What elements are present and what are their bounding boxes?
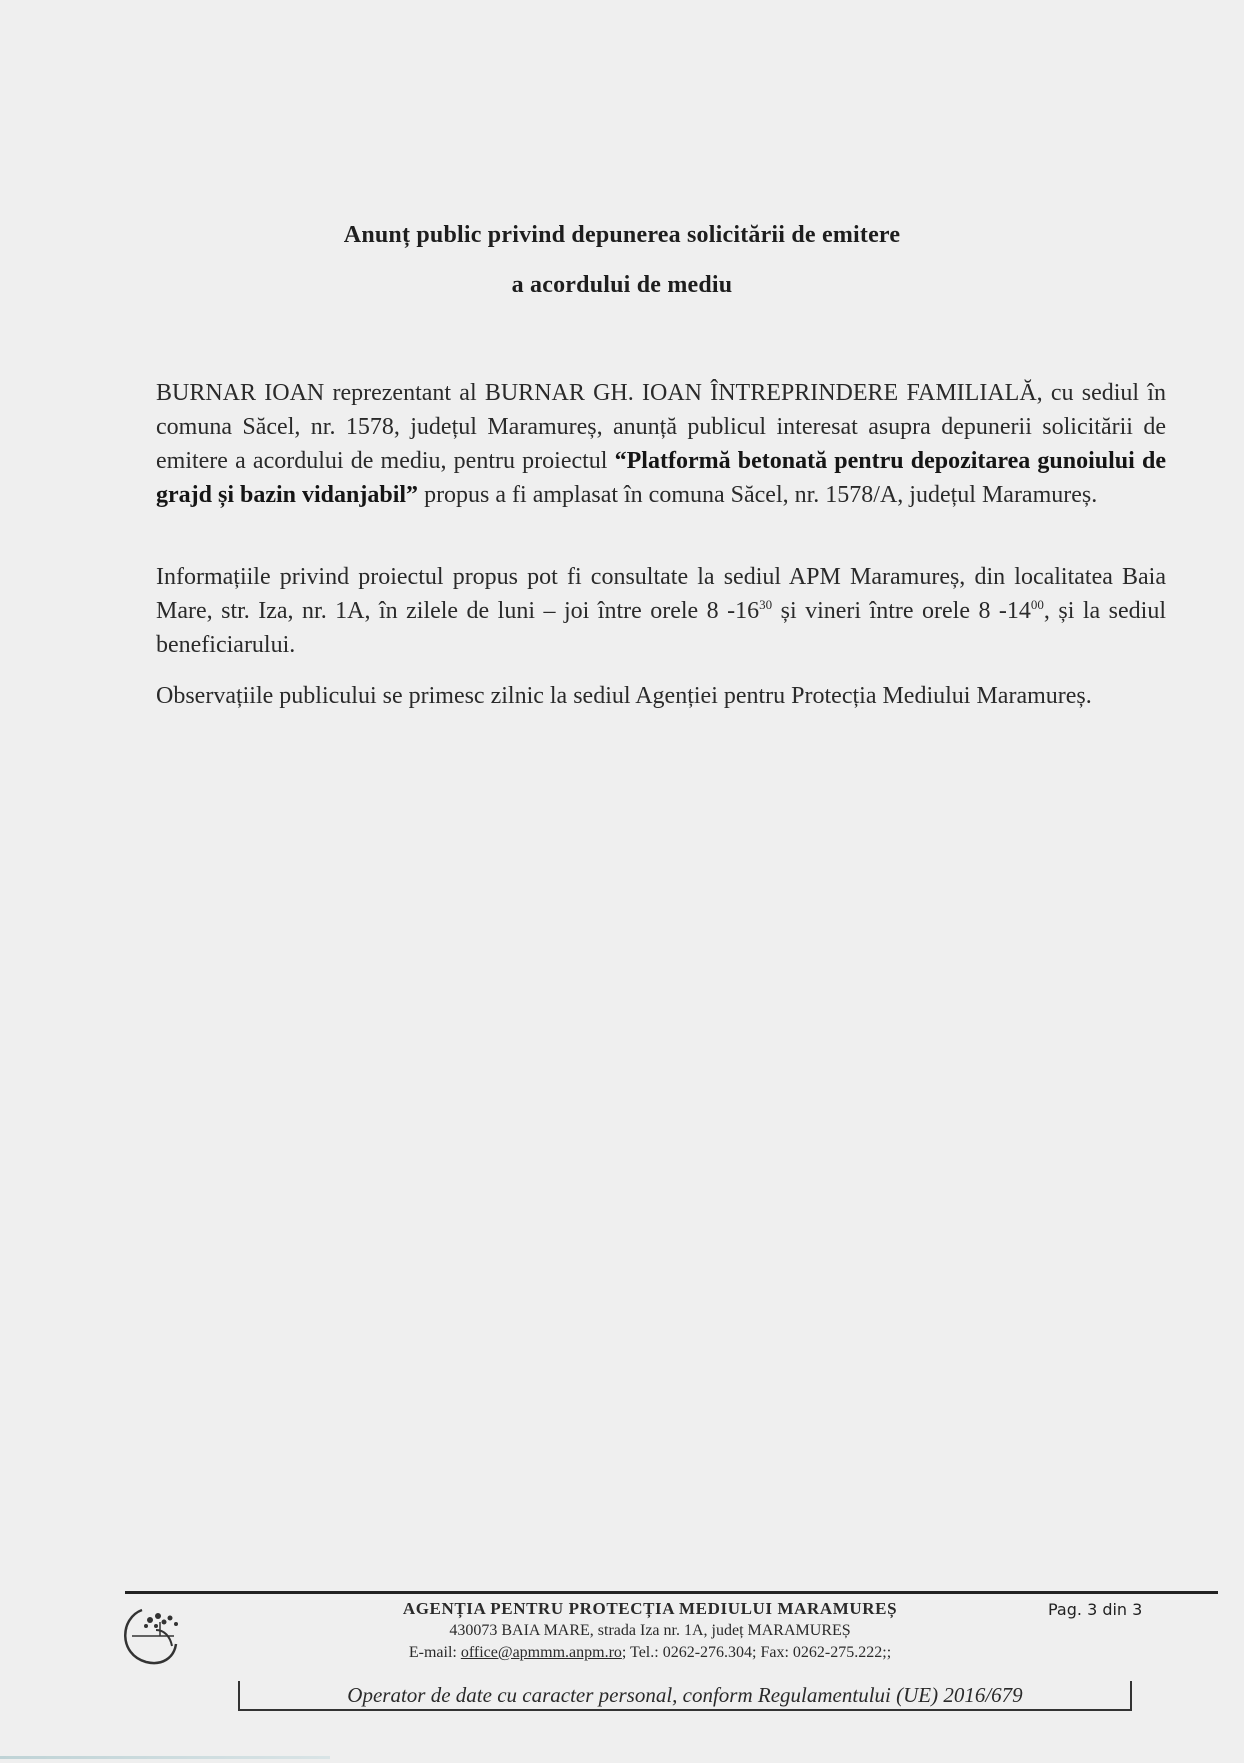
scan-edge-mark [0,1756,330,1759]
footer-phone-fax: ; Tel.: 0262-276.304; Fax: 0262-275.222;; [621,1644,892,1661]
friday-hours-minutes: 00 [1030,597,1044,612]
observations-paragraph: Observațiile publicului se primesc zilnic la sediul Agenției pentru Protecția Mediului Maramureș. [156,683,1092,709]
footer-email-label: E-mail: [408,1644,461,1661]
announcement-paragraph [156,376,1166,512]
consultation-text-middle: și vineri între orele 8 -14 [772,598,1031,624]
footer-organization: AGENȚIA PENTRU PROTECȚIA MEDIULUI MARAMUREȘ [402,1599,898,1618]
document-subtitle: a acordului de mediu [511,272,733,298]
consultation-text-start: Informațiile privind proiectul propus pot fi consultate la sediul APM Maramureș, din localitatea Baia Mare, str. Iza, nr. 1A, în zilele de luni – joi între orele 8 -16 [156,564,1166,624]
agency-logo-icon [112,1596,202,1668]
project-name: “Platformă betonată pentru depozitarea gunoiului de grajd și bazin vidanjabil” [156,448,1166,508]
footer-divider [125,1591,1218,1594]
announcement-text-start: BURNAR IOAN reprezentant al BURNAR GH. IOAN ÎNTREPRINDERE FAMILIALĂ, cu sediul în comuna Săcel, nr. 1578, județul Maramureș, anunță publicul interesat asupra depunerii solicitării de emitere a acordului de mediu, pentru proiectul [156,380,1166,474]
data-operator-notice: Operator de date cu caracter personal, conform Regulamentului (UE) 2016/679 [238,1681,1132,1711]
announcement-text-end: propus a fi amplasat în comuna Săcel, nr. 1578/A, județul Maramureș. [418,482,1098,508]
document-title: Anunț public privind depunerea solicitării de emitere [343,222,901,248]
footer-address: 430073 BAIA MARE, strada Iza nr. 1A, județ MARAMUREȘ [449,1622,851,1639]
consultation-text-end: , și la sediul beneficiarului. [156,598,1167,658]
consultation-paragraph [156,560,1166,662]
weekday-hours-minutes: 30 [759,597,773,612]
page-number: Pag. 3 din 3 [1048,1600,1143,1619]
footer-contact-block [280,1598,1020,1664]
footer-contact-line [280,1642,1020,1664]
footer-email-link[interactable]: office@apmmm.anpm.ro [460,1644,622,1661]
